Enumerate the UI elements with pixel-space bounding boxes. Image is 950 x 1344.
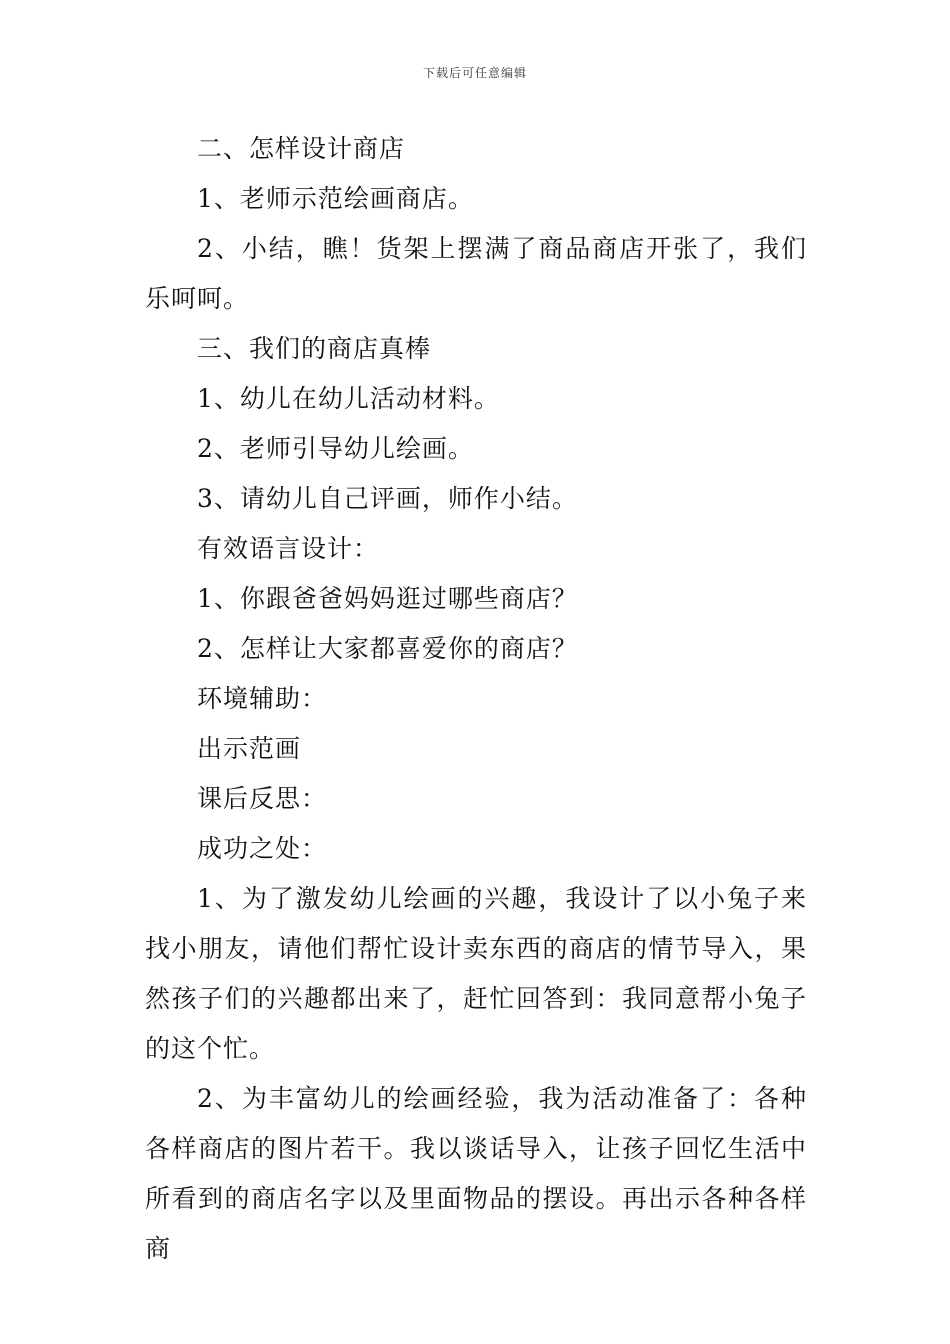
paragraph: 出示范画: [197, 734, 302, 763]
section-heading-3: 三、我们的商店真棒: [197, 334, 432, 363]
subheading: 课后反思：: [197, 784, 328, 813]
paragraph: 2、怎样让大家都喜爱你的商店？: [197, 634, 578, 663]
subheading: 成功之处：: [197, 834, 328, 863]
paragraph: 1、为了激发幼儿绘画的兴趣，我设计了以小兔子来找小朋友，请他们帮忙设计卖东西的商店的情节导入，果然孩子们的兴趣都出来了，赶忙回答到：我同意帮小兔子的这个忙。: [145, 884, 807, 1063]
paragraph: 1、幼儿在幼儿活动材料。: [197, 384, 500, 413]
paragraph: 1、老师示范绘画商店。: [197, 184, 474, 213]
paragraph: 2、小结，瞧！货架上摆满了商品商店开张了，我们乐呵呵。: [145, 234, 807, 313]
page-header: 下载后可任意编辑: [422, 66, 527, 80]
subheading: 有效语言设计：: [197, 534, 380, 563]
paragraph: 1、你跟爸爸妈妈逛过哪些商店？: [197, 584, 578, 613]
subheading: 环境辅助：: [197, 684, 328, 713]
section-heading-2: 二、怎样设计商店: [197, 134, 406, 163]
paragraph: 2、为丰富幼儿的绘画经验，我为活动准备了：各种各样商店的图片若干。我以谈话导入，让孩子回忆生活中所看到的商店名字以及里面物品的摆设。再出示各种各样商: [145, 1084, 807, 1263]
paragraph: 2、老师引导幼儿绘画。: [197, 434, 474, 463]
paragraph: 3、请幼儿自己评画，师作小结。: [197, 484, 578, 513]
document-body: [145, 124, 807, 1274]
